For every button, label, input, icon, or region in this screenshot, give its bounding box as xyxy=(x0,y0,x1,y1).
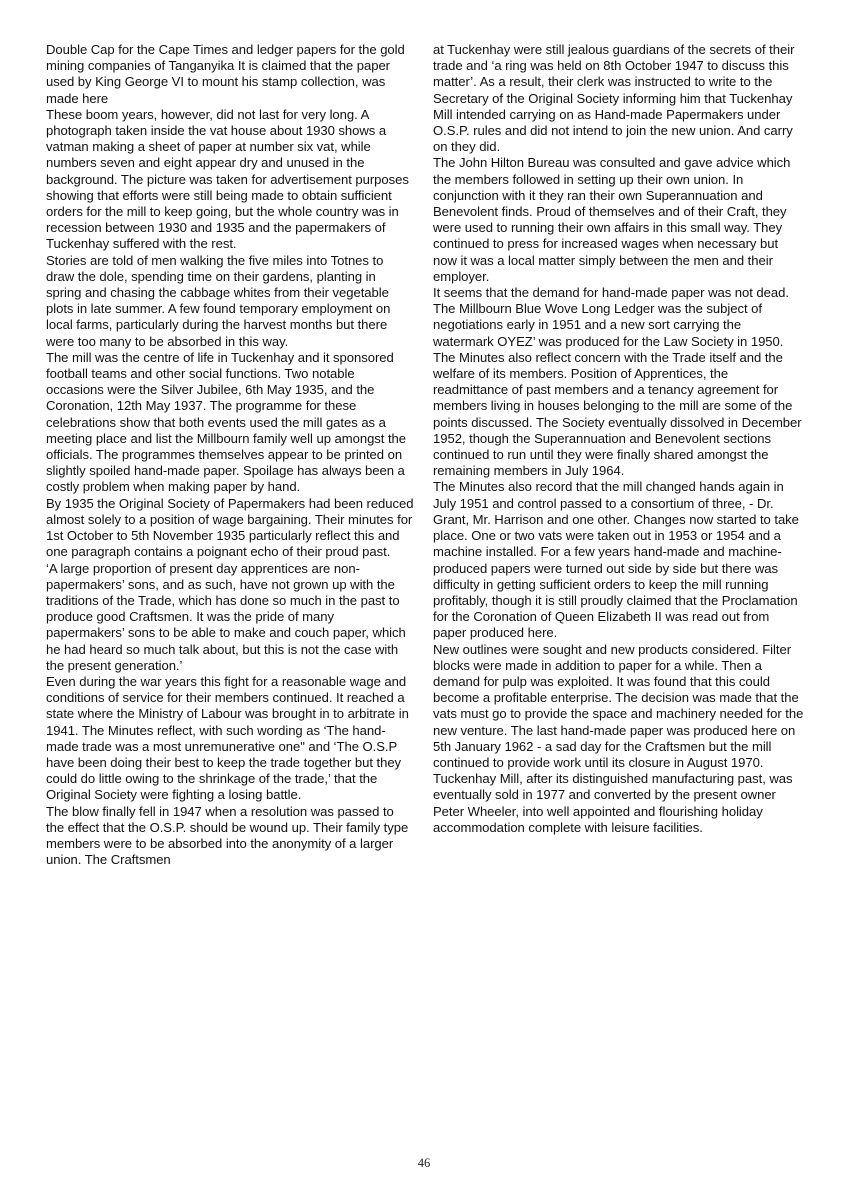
paragraph: The Minutes also record that the mill changed hands again in July 1951 and control passed to a consortium of three, - Dr. Grant, Mr. Harrison and one other. Changes now started to take place. One or two vats were taken out in 1953 or 1954 and a machine installed. For a few years hand-made and machine-produced papers were turned out side by side but there was difficulty in getting sufficient orders to keep the mill running profitably, though it is still proudly claimed that the Proclamation for the Coronation of Queen Elizabeth II was read out from paper produced here. xyxy=(433,479,799,641)
quoted-paragraph: ‘A large proportion of present day apprentices are non-papermakers’ sons, and as such, have not grown up with the traditions of the Trade, which has done so much in the past to produce good Craftsmen. It was the pride of many papermakers’ sons to be able to make and couch paper, which he had heard so much talk about, but this is not the case with the present generation.’ xyxy=(46,560,406,673)
paragraph: By 1935 the Original Society of Papermakers had been reduced almost solely to a position of wage bargaining. Their minutes for 1st October to 5th November 1935 particularly reflect this and one paragraph contains a poignant echo of their proud past. xyxy=(46,495,414,560)
left-column xyxy=(46,42,414,868)
paragraph: The John Hilton Bureau was consulted and gave advice which the members followed in setting up their own union. In conjunction with it they ran their own Superannuation and Benevolent finds. Proud of themselves and of their Craft, they were used to running their own affairs in this small way. They continued to press for increased wages when necessary but now it was a local matter simply between the men and their employer. xyxy=(433,155,791,284)
paragraph: Stories are told of men walking the five miles into Totnes to draw the dole, spending time on their gardens, planting in spring and chasing the cabbage whites from their vegetable plots in late summer. A few found temporary employment on local farms, particularly during the harvest months but there were too many to be absorbed in this way. xyxy=(46,252,391,349)
paragraph: These boom years, however, did not last for very long. A photograph taken inside the vat house about 1930 shows a vatman making a sheet of paper at number six vat, while numbers seven and eight appear dry and unused in the background. The picture was taken for advertisement purposes showing that efforts were still being made to obtain sufficient orders for the mill to keep going, but the whole country was in recession between 1930 and 1935 and the papermakers of Tuckenhay suffered with the rest. xyxy=(46,106,409,252)
paragraph: The mill was the centre of life in Tuckenhay and it sponsored football teams and other social functions. Two notable occasions were the Silver Jubilee, 6th May 1935, and the Coronation, 12th May 1937. The programme for these celebrations show that both events used the mill gates as a meeting place and list the Millbourn family well up amongst the officials. The programmes themselves appear to be printed on slightly spoiled hand-made paper. Spoilage has always been a costly problem when making paper by hand. xyxy=(46,349,407,495)
paragraph: Tuckenhay Mill, after its distinguished manufacturing past, was eventually sold in 1977 and converted by the present owner Peter Wheeler, into well appointed and flourishing holiday accommodation complete with leisure facilities. xyxy=(433,771,793,835)
page-number: 46 xyxy=(417,1156,431,1170)
right-column xyxy=(433,42,805,836)
paragraph: It seems that the demand for hand-made paper was not dead. The Millbourn Blue Wove Long Ledger was the subject of negotiations early in 1951 and a new sort carrying the watermark OYEZ’ was produced for the Law Society in 1950. The Minutes also reflect concern with the Trade itself and the welfare of its members. Position of Apprentices, the readmittance of past members and a tenancy agreement for members living in houses belonging to the mill are some of the points discussed. The Society eventually dissolved in December 1952, though the Superannuation and Benevolent sections continued to run until they were finally shared amongst the remaining members in July 1964. xyxy=(433,285,802,479)
paragraph: Double Cap for the Cape Times and ledger papers for the gold mining companies of Tanganyika It is claimed that the paper used by King George VI to mount his stamp collection, was made here xyxy=(46,42,405,106)
paragraph: New outlines were sought and new products considered. Filter blocks were made in addition to paper for a while. Then a demand for pulp was exploited. It was found that this could become a profitable enterprise. The decision was made that the vats must go to provide the space and machinery needed for the new venture. The last hand-made paper was produced here on 5th January 1962 - a sad day for the Craftsmen but the mill continued to provide work until its closure in August 1970. xyxy=(433,641,804,770)
paragraph: at Tuckenhay were still jealous guardians of the secrets of their trade and ‘a ring was held on 8th October 1947 to discuss this matter’. As a result, their clerk was instructed to write to the Secretary of the Original Society informing him that Tuckenhay Mill intended carrying on as Hand-made Papermakers under O.S.P. rules and did not intend to join the new union. And carry on they did. xyxy=(433,42,795,155)
paragraph: Even during the war years this fight for a reasonable wage and conditions of service for their members continued. It reached a state where the Ministry of Labour was brought in to arbitrate in 1941. The Minutes reflect, with such wording as ‘The hand-made trade was a most unremunerative one" and ‘The O.S.P have been doing their best to keep the trade together but they could do little owing to the shrinkage of the trade,’ that the Original Society were fighting a losing battle. xyxy=(46,673,409,803)
paragraph: The blow finally fell in 1947 when a resolution was passed to the effect that the O.S.P. should be wound up. Their family type members were to be absorbed into the anonymity of a larger union. The Craftsmen xyxy=(46,803,409,868)
